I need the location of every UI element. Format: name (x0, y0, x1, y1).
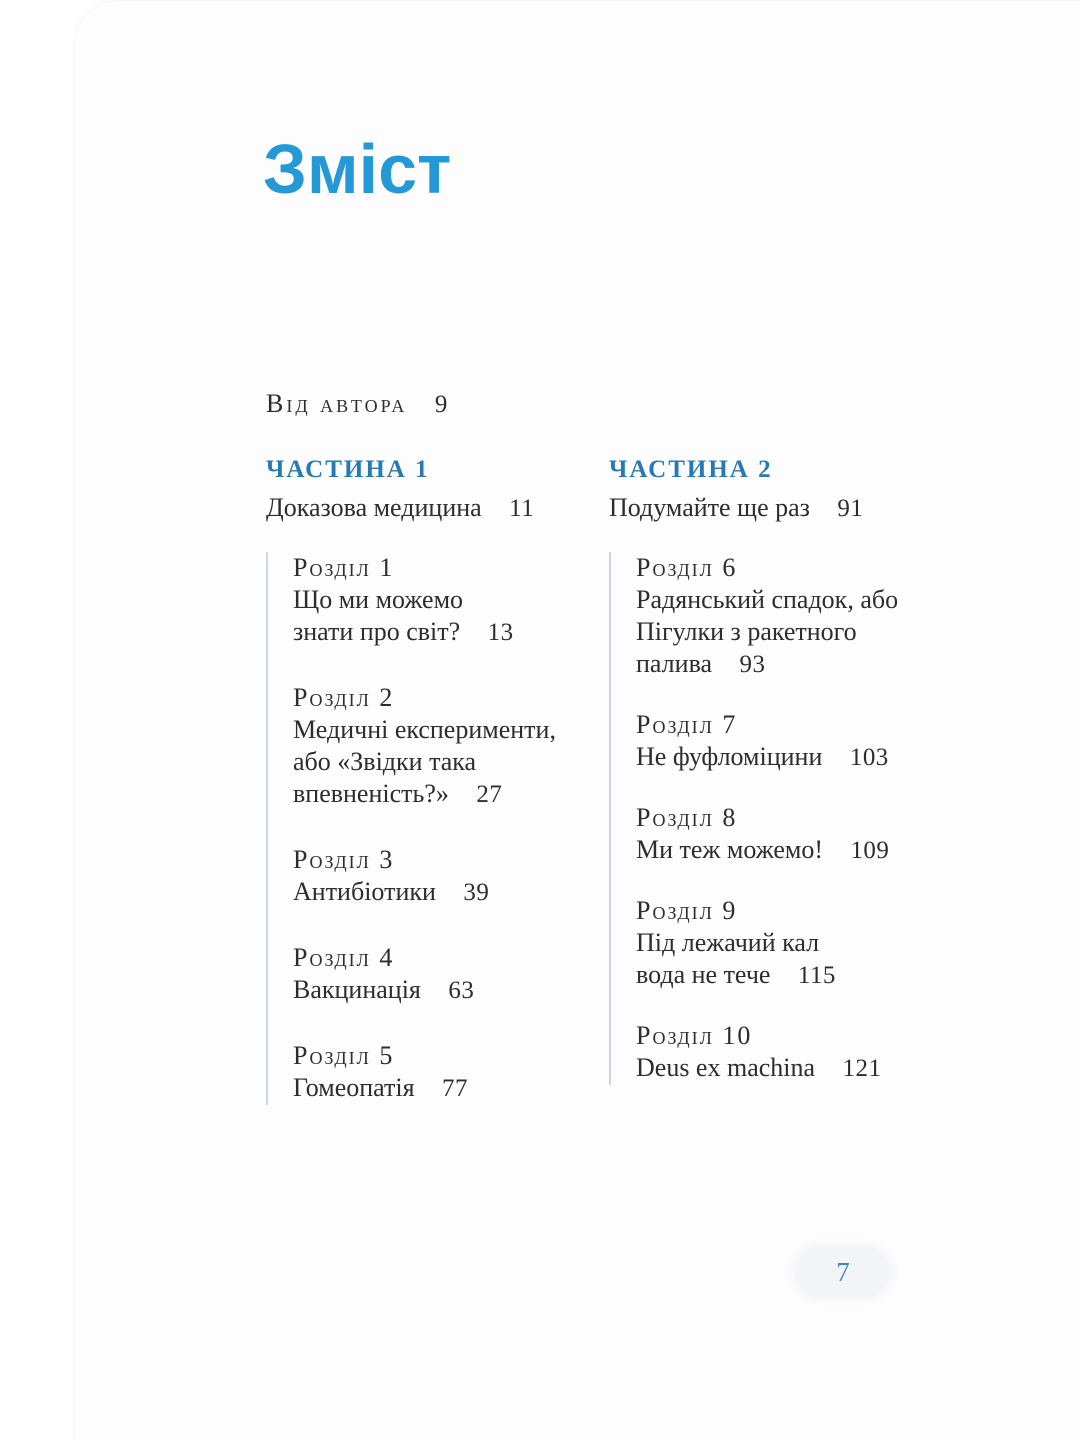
toc-entry-chapter-6 (636, 552, 959, 681)
chapter-10-title-line: Deus ex machina 121 (636, 1053, 882, 1082)
toc-entry-chapter-8 (636, 802, 959, 867)
chapter-4-page-number: 63 (448, 977, 475, 1004)
toc-entry-chapter-9 (636, 895, 959, 992)
part-2-page-number: 91 (837, 495, 864, 522)
chapter-9-title-line: Під лежачий кал (636, 928, 820, 957)
chapter-5-page-number: 77 (442, 1075, 468, 1102)
chapter-8-page-number: 109 (850, 837, 890, 864)
chapter-8-heading: Розділ 8 (636, 803, 738, 832)
part-1-title (266, 491, 601, 525)
chapter-7-title-line: Не фуфломіцини 103 (636, 742, 889, 771)
chapter-6-page-number: 93 (739, 651, 766, 678)
chapter-6-title-line: Радянський спадок, або (636, 585, 899, 614)
toc-entry-chapter-10 (636, 1020, 959, 1085)
chapter-2-title-line: Медичні експерименти, (293, 715, 556, 744)
chapter-3-title-line: Антибіотики 39 (293, 877, 490, 906)
chapter-4-title-line: Вакцинація 63 (293, 975, 475, 1004)
toc-entry-chapter-7 (636, 709, 959, 774)
part-2-title (609, 491, 959, 525)
chapter-2-heading: Розділ 2 (293, 683, 395, 712)
toc-entry-front-matter (266, 389, 448, 419)
chapter-10-heading: Розділ 10 (636, 1021, 753, 1050)
chapter-1-page-number: 13 (487, 619, 514, 646)
chapter-5-title-line: Гомеопатія 77 (293, 1073, 468, 1102)
front-matter-page-number: 9 (434, 391, 448, 418)
page-number-pill (796, 1247, 890, 1297)
chapter-6-title-line: палива 93 (636, 649, 766, 678)
front-matter-label: Від автора (266, 389, 408, 418)
book-page (73, 0, 1080, 1440)
chapter-6-heading: Розділ 6 (636, 553, 738, 582)
chapter-9-title-line: вода не тече 115 (636, 960, 836, 989)
chapter-2-title-line: впевненість?» 27 (293, 779, 503, 808)
part-1-page-number: 11 (509, 495, 535, 522)
toc-column-part-1 (266, 456, 601, 1105)
chapter-1-title-line: знати про світ? 13 (293, 617, 514, 646)
toc-entry-chapter-5 (293, 1040, 601, 1105)
toc-entry-chapter-4 (293, 942, 601, 1007)
page-number: 7 (836, 1256, 850, 1287)
chapter-7-heading: Розділ 7 (636, 710, 738, 739)
toc-entry-chapter-1 (293, 552, 601, 649)
chapter-9-heading: Розділ 9 (636, 896, 738, 925)
chapter-4-heading: Розділ 4 (293, 943, 395, 972)
toc-entry-chapter-2 (293, 682, 601, 811)
chapter-1-title-line: Що ми можемо (293, 585, 464, 614)
toc-entry-chapter-3 (293, 844, 601, 909)
chapter-1-heading: Розділ 1 (293, 553, 395, 582)
chapter-9-page-number: 115 (797, 962, 836, 989)
part-1-label: ЧАСТИНА 1 (266, 456, 430, 483)
page-title: Зміст (263, 130, 452, 208)
part-1-title-text: Доказова медицина (266, 493, 482, 522)
part-2-label: ЧАСТИНА 2 (609, 456, 773, 483)
part-1-chapter-list (266, 552, 601, 1105)
chapter-2-page-number: 27 (476, 781, 503, 808)
chapter-3-heading: Розділ 3 (293, 845, 395, 874)
part-2-chapter-list (609, 552, 959, 1085)
chapter-6-title-line: Пігулки з ракетного (636, 617, 857, 646)
chapter-8-title-line: Ми теж можемо! 109 (636, 835, 890, 864)
chapter-5-heading: Розділ 5 (293, 1041, 395, 1070)
chapter-10-page-number: 121 (842, 1055, 882, 1082)
chapter-3-page-number: 39 (463, 879, 490, 906)
toc-column-part-2 (609, 456, 959, 1085)
part-2-title-text: Подумайте ще раз (609, 493, 810, 522)
chapter-7-page-number: 103 (849, 744, 889, 771)
chapter-2-title-line: або «Звідки така (293, 747, 477, 776)
